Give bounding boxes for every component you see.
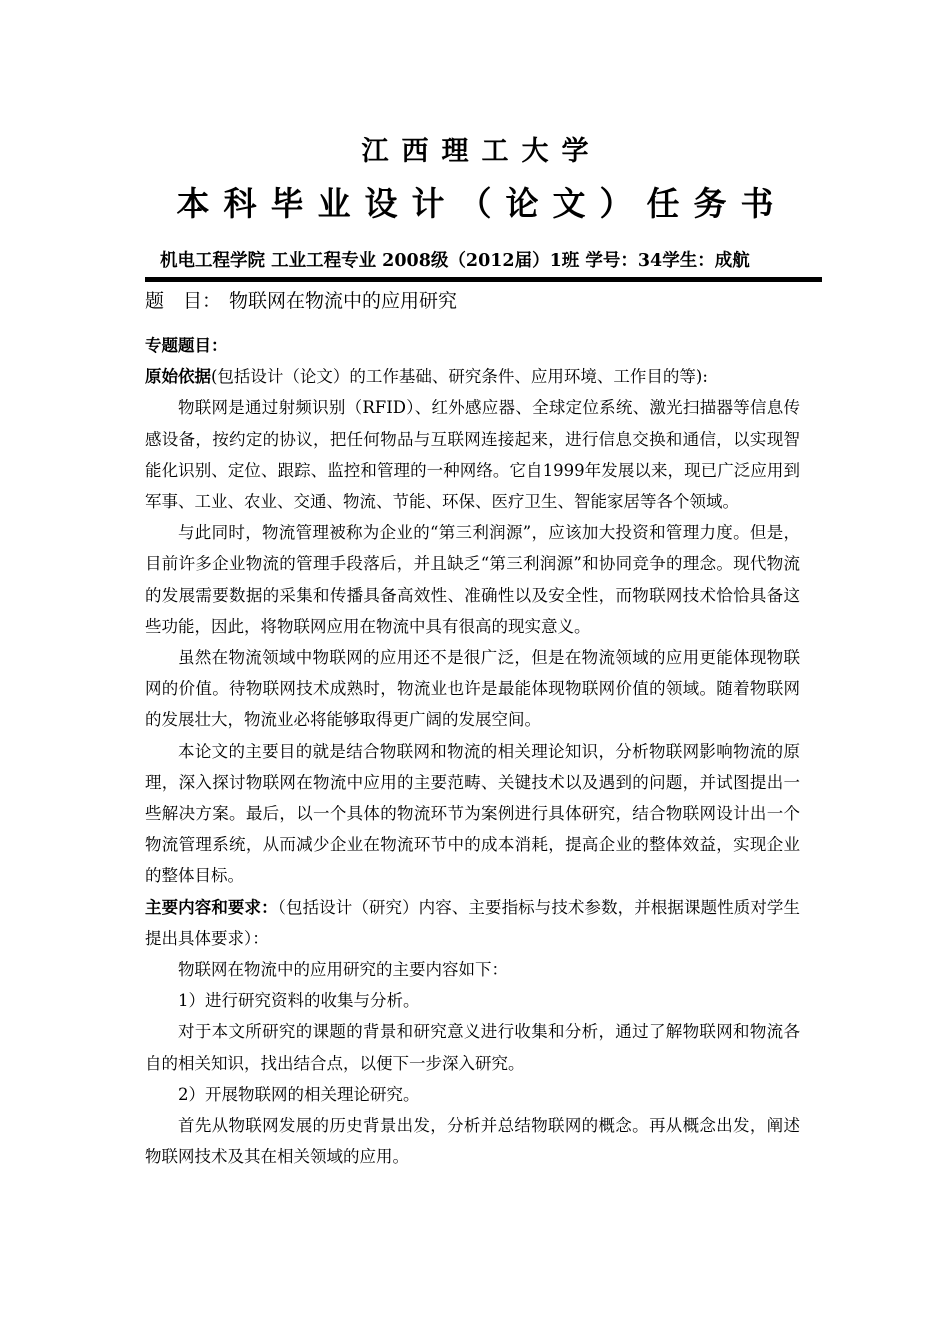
basis-heading (145, 361, 800, 392)
requirements-paragraph: 物联网在物流中的应用研究的主要内容如下： (178, 960, 508, 980)
university-name: 江西理工大学 (361, 136, 602, 167)
requirements-paragraph: 2）开展物联网的相关理论研究。 (178, 1084, 420, 1104)
basis-paragraph: 与此同时，物流管理被称为企业的“第三利润源”，应该加大投资和管理力度。但是，目前许多企业物流的管理手段落后，并且缺乏“第三利润源”和协同竞争的理念。现代物流的发展需要数据的采集和传播具备高效性、准确性以及安全性，而物联网技术恰恰具备这些功能，因此，将物联网应用在物流中具有很高的现实意义。 (145, 523, 800, 636)
special-topic-line (145, 330, 800, 361)
requirements-heading (145, 892, 800, 954)
basis-label: 原始依据 (145, 367, 211, 387)
basis-paragraph: 物联网是通过射频识别（RFID）、红外感应器、全球定位系统、激光扫描器等信息传感设备，按约定的协议，把任何物品与互联网连接起来，进行信息交换和通信，以实现智能化识别、定位、跟踪、监控和管理的一种网络。它自1999年发展以来，现已广泛应用到军事、工业、农业、交通、物流、节能、环保、医疗卫生、智能家居等各个领域。 (145, 398, 800, 512)
requirements-paragraph: 对于本文所研究的课题的背景和研究意义进行收集和分析，通过了解物联网和物流各自的相关知识，找出结合点，以便下一步深入研究。 (145, 1022, 800, 1073)
thesis-topic (145, 284, 822, 318)
document-body (145, 330, 800, 1172)
basis-note: (包括设计（论文）的工作基础、研究条件、应用环境、工作目的等): (211, 367, 708, 387)
requirements-paragraph: 1）进行研究资料的收集与分析。 (178, 991, 420, 1011)
document-title: 本科毕业设计（论文）任务书 (176, 184, 788, 223)
basis-paragraph: 虽然在物流领域中物联网的应用还不是很广泛，但是在物流领域的应用更能体现物联网的价值。待物联网技术成熟时，物流业也许是最能体现物联网价值的领域。随着物联网的发展壮大，物流业必将能够取得更广阔的发展空间。 (145, 648, 800, 730)
student-info-line: 机电工程学院 工业工程专业 2008级（2012届）1班 学号：34学生：成航 (160, 251, 750, 271)
topic-value: 物联网在物流中的应用研究 (229, 290, 458, 312)
requirements-note: （包括设计（研究）内容、主要指标与技术参数，并根据课题性质对学生提出具体要求）： (145, 897, 801, 948)
special-topic-label: 专题题目： (145, 336, 228, 355)
topic-label: 题 目： (145, 290, 222, 312)
requirements-label: 主要内容和要求： (145, 897, 278, 917)
requirements-paragraph: 首先从物联网发展的历史背景出发，分析并总结物联网的概念。再从概念出发，阐述物联网技术及其在相关领域的应用。 (145, 1116, 800, 1167)
header-divider (145, 277, 822, 282)
basis-paragraph: 本论文的主要目的就是结合物联网和物流的相关理论知识，分析物联网影响物流的原理，深入探讨物联网在物流中应用的主要范畴、关键技术以及遇到的问题，并试图提出一些解决方案。最后，以一个具体的物流环节为案例进行具体研究，结合物联网设计出一个物流管理系统，从而减少企业在物流环节中的成本消耗，提高企业的整体效益，实现企业的整体目标。 (145, 741, 800, 886)
